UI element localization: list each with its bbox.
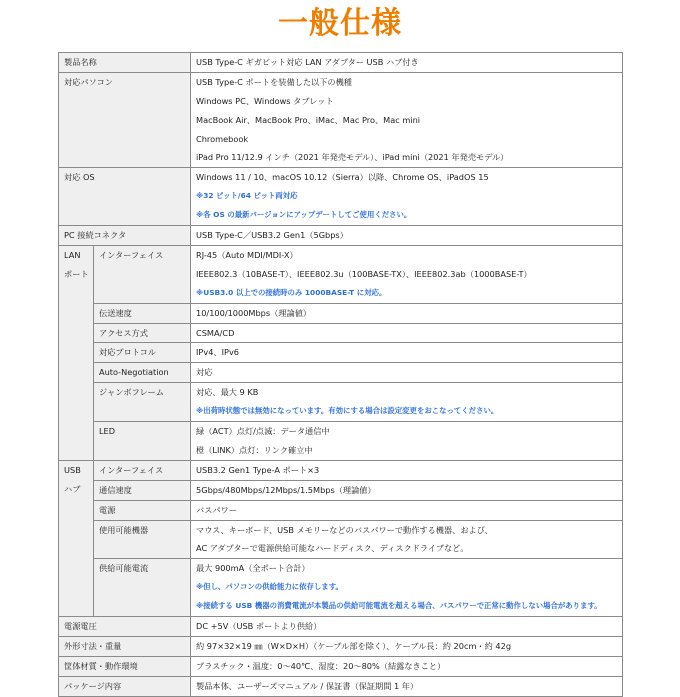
row-label: 筐体材質・動作環境	[59, 656, 191, 676]
row-label: 電源	[94, 500, 191, 520]
row-value	[191, 383, 623, 422]
row-value	[191, 559, 623, 617]
value-line: MacBook Air、MacBook Pro、iMac、Mac Pro、Mac mini	[196, 114, 421, 125]
spec-row	[59, 363, 623, 383]
spec-row	[59, 616, 623, 636]
spec-row	[59, 422, 623, 461]
row-value	[191, 168, 623, 226]
spec-row	[59, 656, 623, 676]
spec-row	[59, 500, 623, 520]
value-line: 緑（ACT）点灯/点滅：データ通信中	[196, 426, 330, 437]
group-label-line: ポート	[64, 268, 89, 279]
group-label-line: ハブ	[64, 483, 81, 494]
spec-row	[59, 226, 623, 246]
spec-row	[59, 460, 623, 480]
row-label: 通信速度	[94, 480, 191, 500]
note-text: ※出荷時状態では無効になっています。有効にする場合は設定変更をおこなってください。	[196, 406, 499, 416]
spec-row	[59, 245, 623, 303]
value-line: Chromebook	[196, 133, 249, 144]
spec-row	[59, 676, 623, 696]
page-title: 一般仕様	[278, 6, 402, 41]
group-label-lan	[59, 245, 94, 460]
group-label-line: USB	[64, 464, 81, 475]
value-line: Windows PC、Windows タブレット	[196, 95, 334, 106]
value-line: 対応、最大 9 KB	[196, 387, 259, 398]
row-label: LED	[94, 422, 191, 461]
row-value: 5Gbps/480Mbps/12Mbps/1.5Mbps（理論値）	[191, 480, 623, 500]
row-value	[191, 520, 623, 559]
value-line: IEEE802.3（10BASE-T）、IEEE802.3u（100BASE-TX）、IEEE802.3ab（1000BASE-T）	[196, 268, 532, 279]
value-line: 最大 900mA（全ポート合計）	[196, 563, 310, 574]
row-label: 対応パソコン	[59, 72, 191, 167]
row-label: 電源電圧	[59, 616, 191, 636]
row-label: PC 接続コネクタ	[59, 226, 191, 246]
row-label: 使用可能機器	[94, 520, 191, 559]
row-label: アクセス方式	[94, 323, 191, 343]
value-line: 橙（LINK）点灯：リンク確立中	[196, 444, 313, 455]
spec-row	[59, 383, 623, 422]
note-text: ※USB3.0 以上での接続時のみ 1000BASE-T に対応。	[196, 287, 387, 297]
row-label: ジャンボフレーム	[94, 383, 191, 422]
row-label: インターフェイス	[94, 245, 191, 303]
row-label: 対応 OS	[59, 168, 191, 226]
value-line: RJ-45（Auto MDI/MDI-X）	[196, 249, 298, 260]
row-label: Auto-Negotiation	[94, 363, 191, 383]
row-value	[191, 72, 623, 167]
row-label: 供給可能電流	[94, 559, 191, 617]
row-value: 製品本体、ユーザーズマニュアル / 保証書（保証期間 1 年）	[191, 676, 623, 696]
row-label: 対応プロトコル	[94, 343, 191, 363]
note-text: ※32 ビット/64 ビット両対応	[196, 191, 298, 201]
spec-row	[59, 323, 623, 343]
value-line: USB Type-C ポートを装備した以下の機種	[196, 76, 352, 87]
note-text: ※但し、パソコンの供給能力に依存します。	[196, 582, 343, 592]
row-value: USB Type-C ギガビット対応 LAN アダプター USB ハブ付き	[191, 53, 623, 73]
row-value: USB3.2 Gen1 Type-A ポート×3	[191, 460, 623, 480]
row-label: 伝送速度	[94, 303, 191, 323]
row-value: USB Type-C／USB3.2 Gen1（5Gbps）	[191, 226, 623, 246]
row-value: 対応	[191, 363, 623, 383]
note-text: ※接続する USB 機器の消費電流が本製品の供給可能電流を超える場合、バスパワーで正常に動作しない場合があります。	[196, 601, 602, 611]
value-line: iPad Pro 11/12.9 インチ（2021 年発売モデル）、iPad mini（2021 年発売モデル）	[196, 152, 509, 163]
row-value: 10/100/1000Mbps（理論値）	[191, 303, 623, 323]
spec-row	[59, 520, 623, 559]
row-value: プラスチック・温度：0～40℃、湿度：20～80%（結露なきこと）	[191, 656, 623, 676]
row-value: 約 97×32×19 ㎜（W×D×H）（ケーブル部を除く）、ケーブル長：約 20cm・約 42g	[191, 636, 623, 656]
spec-row	[59, 303, 623, 323]
group-label-line: LAN	[64, 249, 81, 260]
spec-row	[59, 168, 623, 226]
row-label: 製品名称	[59, 53, 191, 73]
spec-row	[59, 343, 623, 363]
value-line: マウス、キーボード、USB メモリーなどのバスパワーで動作する機器、および、	[196, 524, 493, 535]
row-value	[191, 422, 623, 461]
row-value	[191, 245, 623, 303]
spec-row	[59, 480, 623, 500]
group-label-usb	[59, 460, 94, 616]
value-line: AC アダプターで電源供給可能なハードディスク、ディスクドライブなど。	[196, 543, 469, 554]
spec-table	[58, 52, 623, 697]
row-value: IPv4、IPv6	[191, 343, 623, 363]
value-line: Windows 11 / 10、macOS 10.12（Sierra）以降、Chrome OS、iPadOS 15	[196, 172, 489, 183]
spec-row	[59, 72, 623, 167]
spec-row	[59, 559, 623, 617]
row-value: バスパワー	[191, 500, 623, 520]
note-text: ※各 OS の最新バージョンにアップデートしてご使用ください。	[196, 210, 412, 220]
row-value: DC +5V（USB ポートより供給）	[191, 616, 623, 636]
row-label: インターフェイス	[94, 460, 191, 480]
row-label: 外形寸法・重量	[59, 636, 191, 656]
row-label: パッケージ内容	[59, 676, 191, 696]
spec-row	[59, 53, 623, 73]
spec-row	[59, 636, 623, 656]
row-value: CSMA/CD	[191, 323, 623, 343]
